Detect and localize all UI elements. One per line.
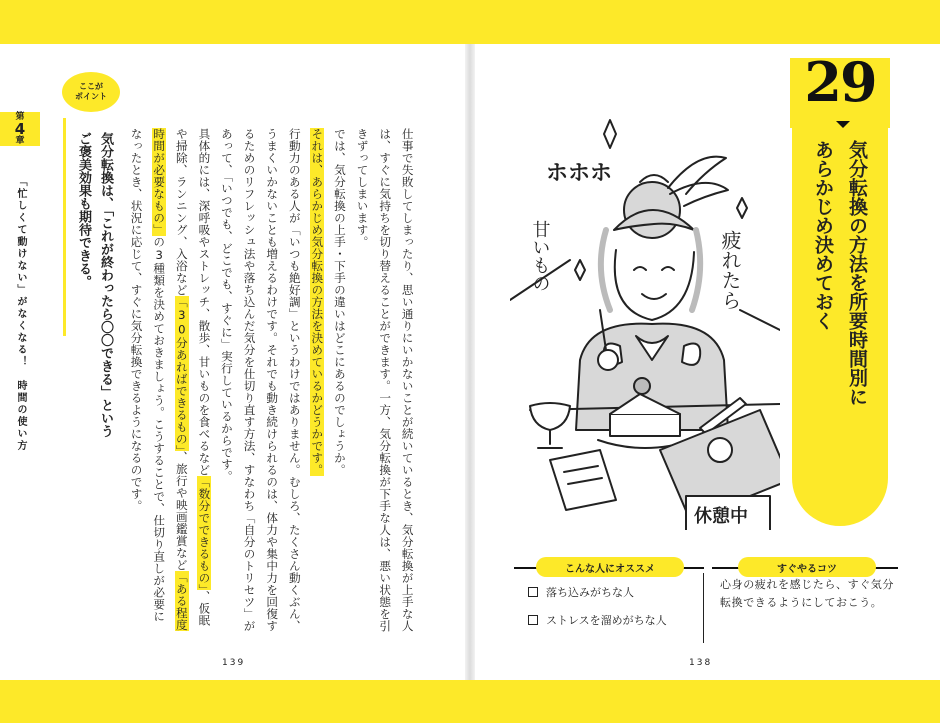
body-para-5c: 、旅行や映画鑑賞など [174,451,189,571]
body-para-1: 仕事で失敗してしまったり、思い通りにいかないことが続いているとき、気分転換が上手な人は、すぐに気持ちを切り替えることができます。一方、気分転換が下手な人は、悪い状態を引きずってしまいます。 [355,128,415,632]
column-divider [703,573,704,643]
tip-number: 29 [804,50,876,114]
tip-number-pointer [836,121,850,128]
tip-title-line-1: 気分転換の方法を所要時間別に [846,140,868,406]
page-number-left: 139 [222,658,246,668]
body-highlight-minutes: 「数分でできるもの」 [197,476,212,591]
tips-text: 心身の疲れを感じたら、すぐ気分転換できるようにしておこう。 [720,578,894,609]
tip-title-line-2: あらかじめ決めておく [812,140,834,330]
page-number-right: 138 [689,658,713,668]
point-badge-line1: ここが [79,82,103,91]
recommend-label: こんな人にオススメ [536,557,684,577]
body-highlight-30min: 「30分あればできるもの」 [174,296,189,451]
point-text [72,132,116,438]
point-badge [62,72,120,112]
top-color-band [0,0,940,44]
illustration-sign-text: 休憩中 [694,506,748,527]
checkbox-icon [528,615,538,625]
recommend-item [528,584,634,600]
chapter-number: 4 [14,119,26,138]
body-text [125,128,419,633]
chapter-suffix: 章 [15,135,25,146]
body-highlight-longer: 「ある程度時間が必要なもの」 [152,128,189,631]
illustration-text-hohoho: ホホホ [546,161,613,186]
illustration-woman-with-cake [510,110,780,530]
tip-title [806,140,874,520]
chapter-tab [0,112,40,146]
body-highlight-key: それは、あらかじめ気分転換の方法を決めているかどうかです。 [310,128,325,476]
point-badge-line2: ポイント [75,92,107,101]
chapter-prefix: 第 [15,111,25,122]
book-gutter [465,44,475,680]
recommend-item-label: ストレスを溜めがちな人 [546,614,667,627]
illustration-text-tsukare: 疲れたら [718,230,742,310]
body-para-5a: 具体的には、深呼吸やストレッチ、散歩、甘いものを食べるなど [197,128,212,476]
tips-label: すぐやるコツ [738,557,876,577]
bottom-color-band [0,680,940,723]
body-para-5d: の3種類を決めておきましょう。こうすることで、仕切り直しが必要になったとき、状況に応じて、すぐに気分転換できるようになるのです。 [129,128,167,623]
point-line-2: ご褒美効果も期待できる。 [76,132,91,288]
chapter-title: 「忙しくて動けない」がなくなる！ 時間の使い方 [15,176,26,452]
point-accent-line [63,118,66,336]
point-line-1: 気分転換は、「これが終わったら〇〇できる」という [98,132,113,438]
body-para-5b: 、仮眠や掃除、ランニング、入浴など [174,128,212,627]
checkbox-icon [528,587,538,597]
recommend-item [528,612,667,628]
illustration-text-amai: 甘いもの [529,220,551,292]
recommend-item-label: 落ち込みがちな人 [546,586,634,599]
body-para-2: では、気分転換の上手・下手の違いはどこにあるのでしょうか。 [332,128,347,476]
body-para-4: 行動力のある人が「いつも絶好調」というわけではありません。むしろ、たくさん動くぶん、うまくいかないことも増えるわけです。それでも動き続けられるのは、体力や集中力を回復するためのリフレッシュ法や落ち込んだ気分を仕切り直す方法、すなわち「自分のトリセツ」があって、「いつでも、どこでも、すぐに」実行しているからです。 [219,128,302,632]
